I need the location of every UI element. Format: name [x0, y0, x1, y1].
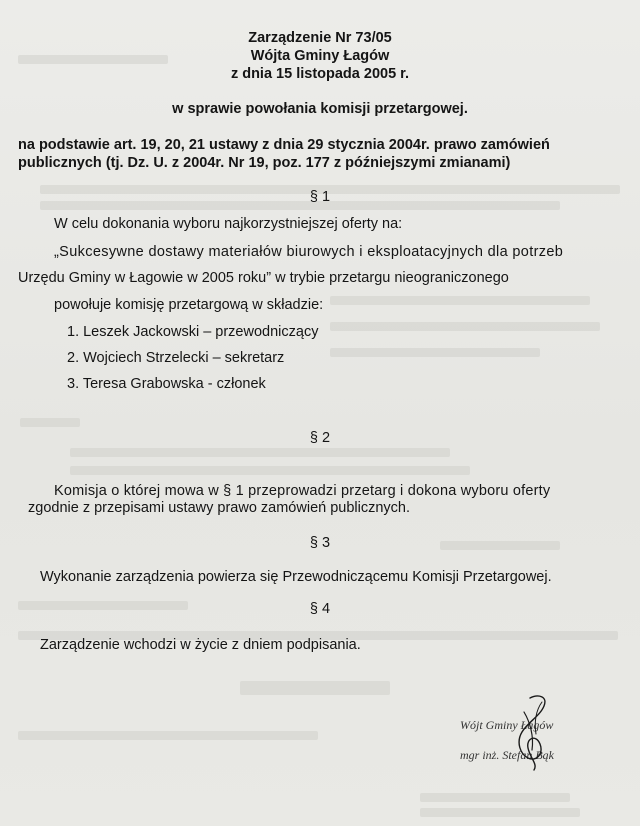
committee-member-member: 3. Teresa Grabowska - członek [67, 376, 266, 392]
ordinance-subject: w sprawie powołania komisji przetargowej. [172, 101, 468, 117]
section-1-quote-line-2: Urzędu Gminy w Łagowie w 2005 roku” w trybie przetargu nieograniczonego [18, 270, 509, 286]
section-2-heading: § 2 [309, 430, 331, 446]
section-1-intro: W celu dokonania wyboru najkorzystniejszej oferty na: [54, 216, 403, 232]
committee-member-secretary: 2. Wojciech Strzelecki – sekretarz [67, 350, 285, 366]
section-4-heading: § 4 [309, 601, 331, 617]
signature-name: mgr inż. Stefan Bąk [460, 748, 554, 762]
committee-member-chair: 1. Leszek Jackowski – przewodniczący [67, 324, 319, 340]
handwritten-signature [508, 692, 558, 772]
section-3-heading: § 3 [309, 535, 331, 551]
section-1-quote-line-1: „Sukcesywne dostawy materiałów biurowych i eksploatacyjnych dla potrzeb [54, 244, 564, 260]
section-2-line-2: zgodnie z przepisami ustawy prawo zamówień publicznych. [28, 500, 411, 516]
section-4-text: Zarządzenie wchodzi w życie z dniem podpisania. [40, 637, 361, 653]
ordinance-issuer: Wójta Gminy Łagów [250, 48, 390, 64]
section-3-text: Wykonanie zarządzenia powierza się Przewodniczącemu Komisji Przetargowej. [40, 569, 552, 585]
signature-title: Wójt Gminy Łagów [460, 718, 554, 732]
section-2-line-1: Komisja o której mowa w § 1 przeprowadzi przetarg i dokona wyboru oferty [54, 483, 551, 499]
section-1-appointment: powołuje komisję przetargową w składzie: [54, 297, 324, 313]
section-1-heading: § 1 [309, 189, 331, 205]
ordinance-date: z dnia 15 listopada 2005 r. [230, 66, 410, 82]
ordinance-number: Zarządzenie Nr 73/05 [248, 30, 392, 46]
legal-basis-line-1: na podstawie art. 19, 20, 21 ustawy z dnia 29 stycznia 2004r. prawo zamówień [18, 137, 550, 153]
legal-basis-line-2: publicznych (tj. Dz. U. z 2004r. Nr 19, poz. 177 z późniejszymi zmianami) [18, 155, 511, 171]
